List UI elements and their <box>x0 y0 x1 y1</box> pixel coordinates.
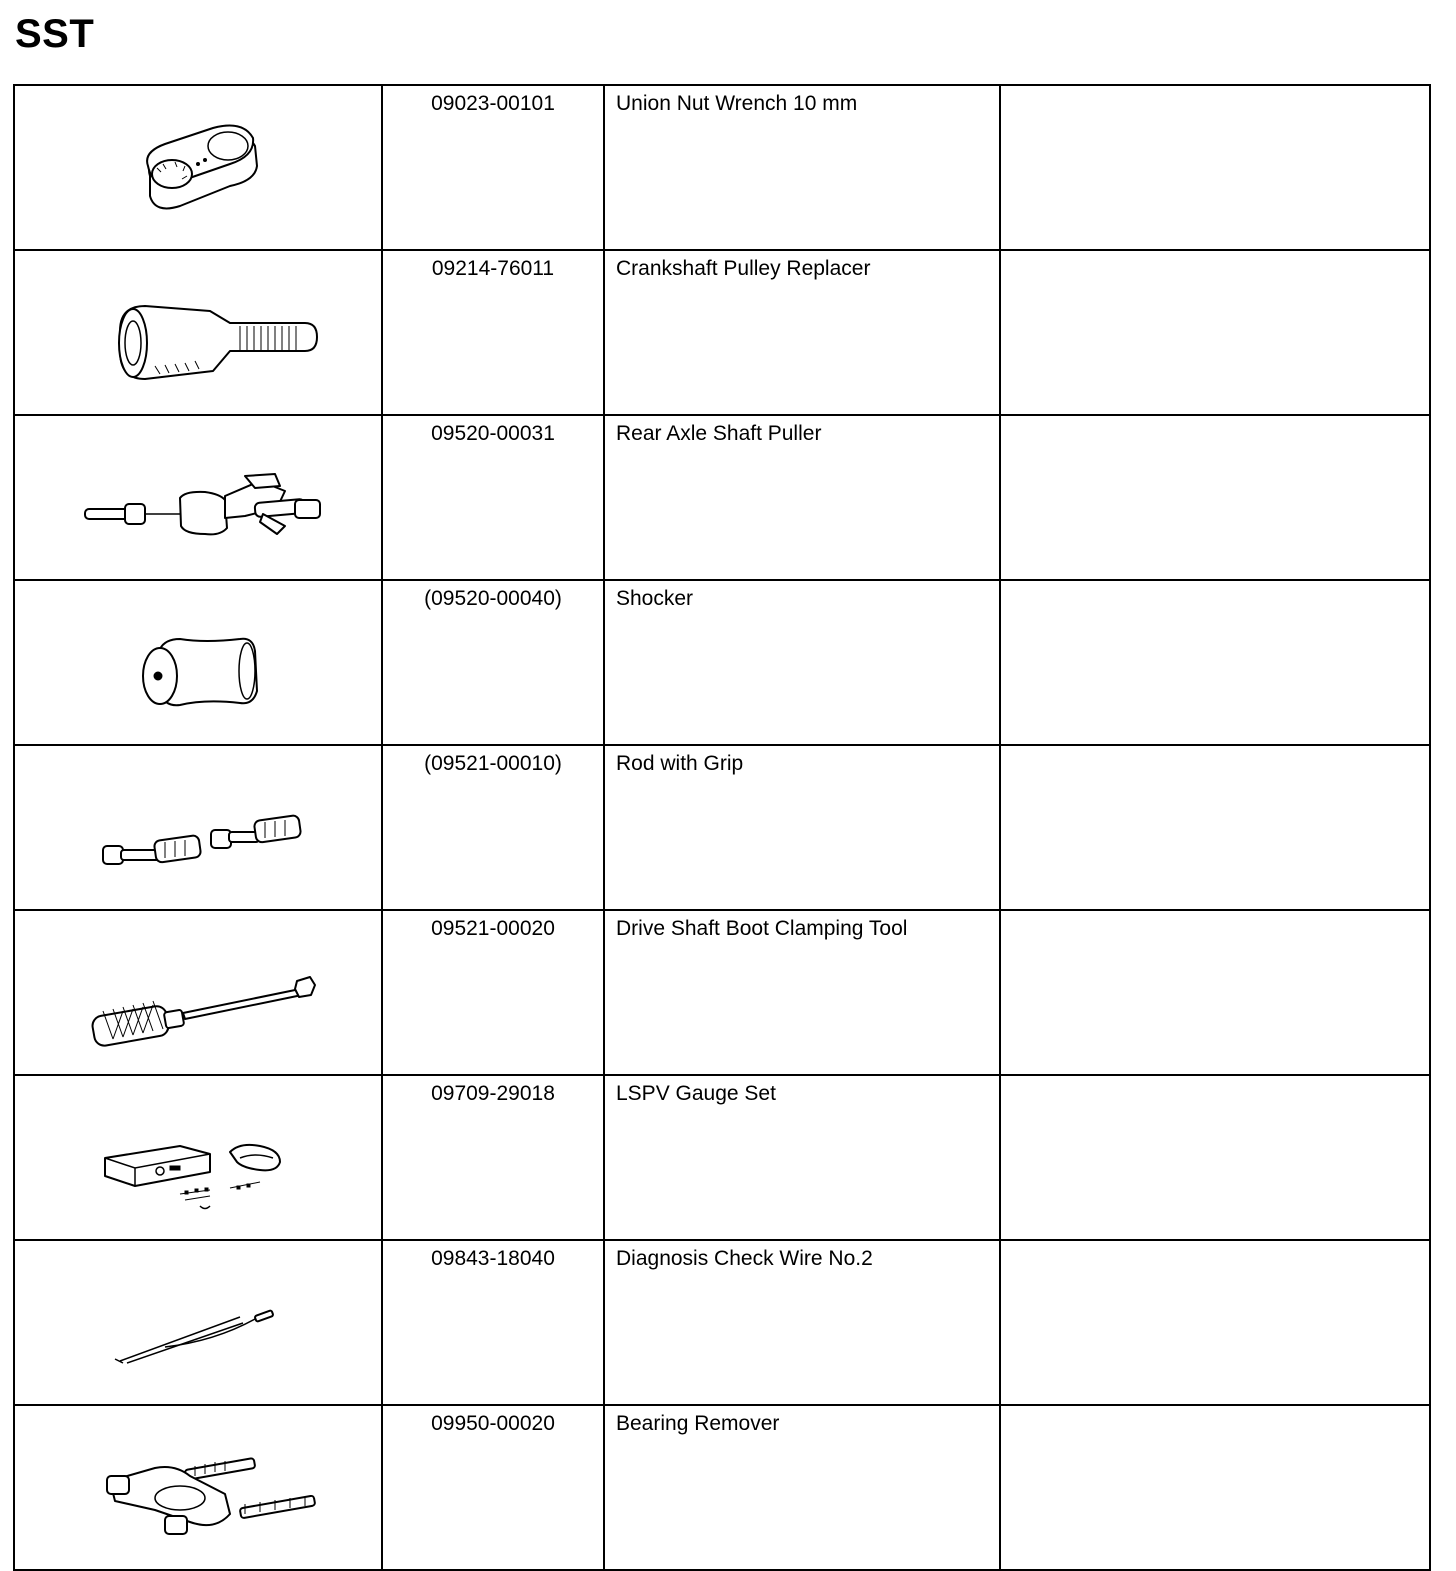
tool-image-cell <box>14 1405 382 1570</box>
table-row <box>14 85 1430 250</box>
notes-cell <box>1000 250 1430 415</box>
tool-name: LSPV Gauge Set <box>604 1075 1000 1240</box>
tool-name: Drive Shaft Boot Clamping Tool <box>604 910 1000 1075</box>
tool-image-cell <box>14 580 382 745</box>
tool-image-cell <box>14 910 382 1075</box>
notes-cell <box>1000 415 1430 580</box>
part-number: 09023-00101 <box>382 85 604 250</box>
notes-cell <box>1000 85 1430 250</box>
notes-cell <box>1000 580 1430 745</box>
gauge-set-icon <box>15 1076 381 1233</box>
rod-with-grip-icon <box>15 746 381 903</box>
notes-cell <box>1000 1240 1430 1405</box>
tool-name: Rear Axle Shaft Puller <box>604 415 1000 580</box>
axle-shaft-puller-icon <box>15 416 381 573</box>
table-row <box>14 1240 1430 1405</box>
tool-image-cell <box>14 1075 382 1240</box>
notes-cell <box>1000 910 1430 1075</box>
tool-name: Shocker <box>604 580 1000 745</box>
notes-cell <box>1000 1405 1430 1570</box>
tool-image-cell <box>14 250 382 415</box>
tool-name: Diagnosis Check Wire No.2 <box>604 1240 1000 1405</box>
table-row <box>14 1405 1430 1570</box>
part-number: 09520-00031 <box>382 415 604 580</box>
notes-cell <box>1000 745 1430 910</box>
check-wire-icon <box>15 1241 381 1398</box>
notes-cell <box>1000 1075 1430 1240</box>
pulley-replacer-icon <box>15 251 381 408</box>
union-nut-wrench-icon <box>15 86 381 243</box>
tool-image-cell <box>14 745 382 910</box>
shocker-icon <box>15 581 381 738</box>
bearing-remover-icon <box>15 1406 381 1563</box>
table-row <box>14 910 1430 1075</box>
tool-name: Rod with Grip <box>604 745 1000 910</box>
part-number: 09709-29018 <box>382 1075 604 1240</box>
part-number: 09950-00020 <box>382 1405 604 1570</box>
part-number: 09843-18040 <box>382 1240 604 1405</box>
tool-image-cell <box>14 85 382 250</box>
sst-table <box>13 84 1431 1571</box>
table-row <box>14 580 1430 745</box>
tool-name: Union Nut Wrench 10 mm <box>604 85 1000 250</box>
part-number: 09521-00020 <box>382 910 604 1075</box>
table-row <box>14 1075 1430 1240</box>
table-row <box>14 415 1430 580</box>
page-title: SST <box>15 12 95 56</box>
tool-name: Crankshaft Pulley Replacer <box>604 250 1000 415</box>
tool-image-cell <box>14 1240 382 1405</box>
tool-name: Bearing Remover <box>604 1405 1000 1570</box>
tool-image-cell <box>14 415 382 580</box>
table-row <box>14 250 1430 415</box>
part-number: 09214-76011 <box>382 250 604 415</box>
boot-clamping-tool-icon <box>15 911 381 1068</box>
part-number: (09520-00040) <box>382 580 604 745</box>
part-number: (09521-00010) <box>382 745 604 910</box>
table-row <box>14 745 1430 910</box>
